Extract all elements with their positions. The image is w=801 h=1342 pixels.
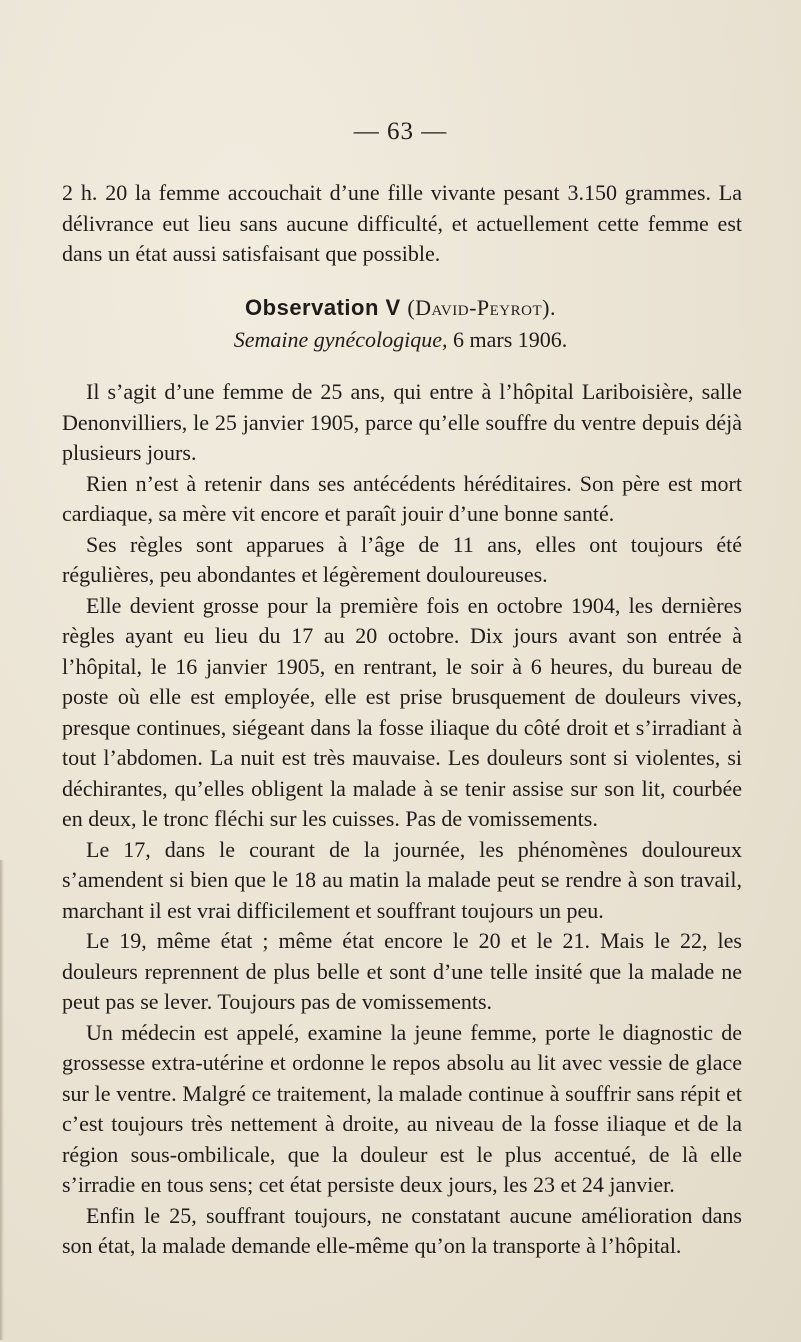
paragraph-4: Elle devient grosse pour la première fois en octobre 1904, les dernières règles ayant eu lieu du 17 au 20 octobre. Dix jours avant son entrée à l’hôpital, le 16 janvier 1905, en rentrant, le soir à 6 heures, du bureau de poste où elle est employée, elle est prise brusquement de douleurs vives, presque continues, siégeant dans la fosse iliaque du côté droit et s’irradiant à tout l’abdomen. La nuit est très mauvaise. Les douleurs sont si violentes, si déchirantes, qu’elles obligent la malade à se tenir assise sur son lit, courbée en deux, le tronc fléchi sur les cuisses. Pas de vomissements. <box>62 592 742 831</box>
intro-paragraph <box>62 178 742 270</box>
observation-source <box>0 325 801 355</box>
paragraph-7: Un médecin est appelé, examine la jeune femme, porte le diagnostic de grossesse extra-utérine et ordonne le repos absolu au lit avec vessie de glace sur le ventre. Malgré ce traitement, la malade continue à souffrir sans répit et c’est toujours très nettement à droite, au niveau de la fosse iliaque et de la région sous-ombilicale, que la douleur est le plus accentué, de là elle s’irradie en tous sens; cet état persiste deux jours, les 23 et 24 janvier. <box>62 1019 742 1197</box>
paragraph-5: Le 17, dans le courant de la journée, les phénomènes douloureux s’amendent si bien que le 18 au matin la malade peut se rendre à son travail, marchant il est vrai difficilement et souffrant toujours un peu. <box>62 836 742 923</box>
scan-shadow-edge <box>0 860 4 1340</box>
source-journal: Semaine gynécologique, <box>233 327 448 352</box>
intro-text: 2 h. 20 la femme accouchait d’une fille vivante pesant 3.150 grammes. La délivrance eut lieu sans aucune difficulté, et actuellement cette femme est dans un état aussi satisfaisant que possible. <box>62 180 742 266</box>
paragraph-2: Rien n’est à retenir dans ses antécédents héréditaires. Son père est mort cardiaque, sa mère vit encore et paraît jouir d’une bonne santé. <box>62 470 742 526</box>
paragraph-6: Le 19, même état ; même état encore le 20 et le 21. Mais le 22, les douleurs reprennent de plus belle et sont d’une telle insité que la malade ne peut pas se lever. Toujours pas de vomissements. <box>62 928 742 1014</box>
source-date: 6 mars 1906. <box>447 327 568 352</box>
paragraph-1: Il s’agit d’une femme de 25 ans, qui entre à l’hôpital Lariboisière, salle Denonvilliers, le 25 janvier 1905, parce qu’elle souffre du ventre depuis déjà plusieurs jours. <box>62 379 742 465</box>
paragraph-8: Enfin le 25, souffrant toujours, ne constatant aucune amélioration dans son état, la malade demande elle-même qu’on la transporte à l’hôpital. <box>62 1202 742 1258</box>
paragraph-3: Ses règles sont apparues à l’âge de 11 ans, elles ont toujours été régulières, peu abondantes et légèrement douloureuses. <box>62 531 742 587</box>
page-number: — 63 — <box>353 118 448 145</box>
observation-author: (David-Peyrot). <box>407 295 556 320</box>
observation-label: Observation V <box>245 295 401 320</box>
observation-heading <box>0 293 801 323</box>
observation-body <box>62 377 742 1262</box>
